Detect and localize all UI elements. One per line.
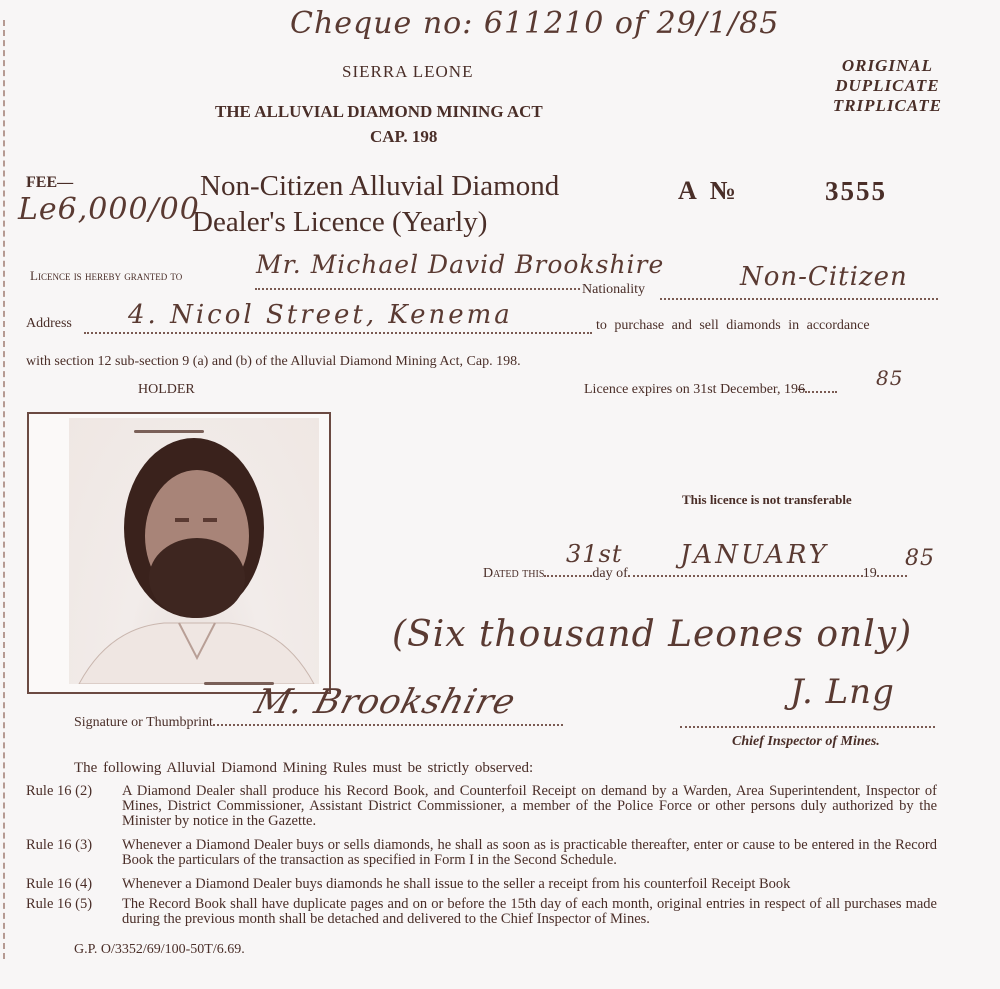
print-code: G.P. O/3352/69/100-50T/6.69. — [74, 942, 245, 957]
address-continuation: to purchase and sell diamonds in accordance — [596, 318, 870, 333]
copy-original: ORIGINAL — [841, 56, 933, 75]
rule-text: Whenever a Diamond Dealer buys diamonds he shall issue to the seller a receipt from his counterfoil Receipt Book — [122, 876, 791, 892]
address-value: 4. Nicol Street, Kenema — [128, 300, 513, 330]
nationality-value: Non-Citizen — [740, 262, 908, 292]
licence-title-line1: Non-Citizen Alluvial Diamond — [200, 170, 560, 202]
inspector-signature-line — [680, 716, 935, 728]
amount-in-words: (Six thousand Leones only) — [392, 614, 913, 655]
holder-photo — [27, 412, 331, 694]
grant-label: Licence is hereby granted to — [30, 268, 183, 283]
holder-name: Mr. Michael David Brookshire — [256, 250, 665, 279]
photo-image — [69, 418, 319, 684]
rules-intro: The following Alluvial Diamond Mining Rules must be strictly observed: — [74, 760, 534, 776]
signature-label: Signature or Thumbprint — [74, 715, 563, 731]
handwritten-cheque-note: Cheque no: 611210 of 29/1/85 — [290, 6, 780, 41]
rule-text: The Record Book shall have duplicate pages and on or before the 15th day of each month, original entries in respect of all purchases made during the previous month shall be detached and delivered to the Chief Inspector of Mines. — [122, 896, 937, 927]
rule-id: Rule 16 (4) — [26, 876, 93, 892]
copy-triplicate: TRIPLICATE — [832, 96, 942, 115]
serial-prefix: A № — [678, 176, 736, 205]
inspector-signature: J. Lng — [790, 672, 895, 712]
section-reference: with section 12 sub-section 9 (a) and (b) of the Alluvial Diamond Mining Act, Cap. 198. — [26, 354, 521, 369]
dated-line: Dated this day of 19 — [483, 566, 907, 582]
expiry-year-handwritten: 85 — [876, 366, 904, 390]
nationality-label: Nationality — [582, 282, 645, 297]
act-cap: CAP. 198 — [370, 127, 438, 146]
perforated-edge — [3, 20, 5, 959]
portrait-icon — [69, 418, 319, 684]
serial-number: 3555 — [825, 176, 887, 206]
fee-label: FEE— — [26, 174, 74, 191]
chief-inspector-title: Chief Inspector of Mines. — [732, 734, 880, 749]
dated-year: 85 — [905, 546, 935, 571]
copy-duplicate: DUPLICATE — [835, 76, 940, 95]
staple-top-icon — [134, 430, 204, 433]
copy-designations — [833, 56, 942, 116]
dated-day: 31st — [566, 540, 623, 568]
rule-text: A Diamond Dealer shall produce his Record Book, and Counterfoil Receipt on demand by a Warden, Area Superintendent, Inspector of Mines, District Commissioner, Assistant District Commissioner, a member of the Police Force or other persons duly authorized by the Minister by notice in the Gazette. — [122, 783, 937, 829]
dated-month: JANUARY — [680, 540, 829, 570]
number-sign-icon: № — [709, 176, 736, 205]
licence-title-line2: Dealer's Licence (Yearly) — [192, 206, 488, 238]
holder-label: HOLDER — [138, 382, 195, 397]
rule-id: Rule 16 (3) — [26, 837, 93, 853]
expiry-text: Licence expires on 31st December, 196 — [584, 382, 837, 398]
act-title: THE ALLUVIAL DIAMOND MINING ACT — [215, 102, 543, 121]
country-heading: SIERRA LEONE — [342, 62, 474, 81]
address-label: Address — [26, 316, 72, 331]
fee-value: Le6,000/00 — [18, 192, 200, 227]
rule-text: Whenever a Diamond Dealer buys or sells diamonds, he shall as soon as is practicable thereafter, enter or cause to be entered in the Record Book the particulars of the transaction as specified in Form I in the Second Schedule. — [122, 837, 937, 868]
holder-signature: M. Brookshire — [250, 682, 521, 722]
rule-id: Rule 16 (2) — [26, 783, 93, 799]
rule-id: Rule 16 (5) — [26, 896, 93, 912]
not-transferable-note: This licence is not transferable — [682, 492, 852, 507]
